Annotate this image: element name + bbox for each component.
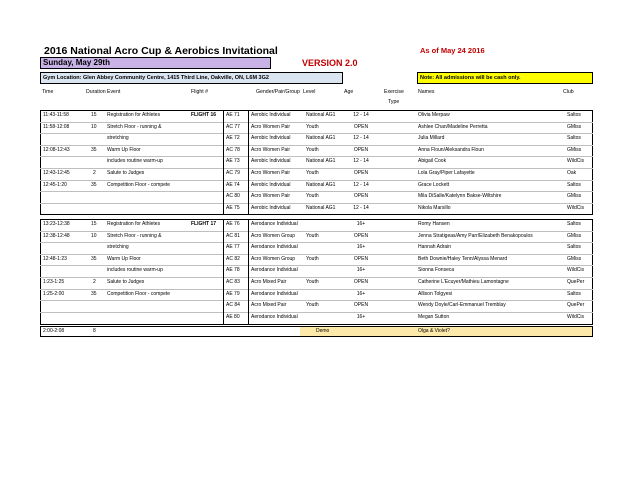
cell-event: stretching [107,135,129,142]
cell-code: AC 83 [226,279,240,285]
cell-age: OPEN [353,302,369,309]
cell-club: GMiss [567,232,582,239]
cell-names: Olivia Merpaw [418,112,450,118]
cell-level: Youth [306,146,319,153]
cell-age: OPEN [353,146,369,153]
cell-club: Saltos [567,135,581,142]
cell-level: Youth [306,232,319,239]
cell-club: Oak [567,170,577,176]
cell-age: OPEN [353,170,369,176]
as-of-date: As of May 24 2016 [420,46,485,55]
cell-gender: Acro Women Pair [251,170,291,176]
cell-club: WildCis [567,158,584,165]
col-event: Event [107,89,121,95]
demo-time: 2:00-2:08 [43,328,65,334]
cell-code: AC 77 [226,123,240,130]
cell-code: AC 81 [226,232,240,239]
cell-level: Youth [306,302,319,309]
cell-age: 16+ [356,290,366,297]
cell-names: Ashlee Chan/Madeline Perretta [418,123,488,130]
cell-duration: 35 [91,290,97,297]
cell-gender: Acro Women Pair [251,123,291,130]
cell-duration: 15 [91,221,97,227]
cell-club: GMiss [567,255,582,262]
cell-age: OPEN [353,255,369,262]
gym-location: Gym Location: Glen Abbey Community Centre, 1415 Third Line, Oakville, ON, L6M 3G2 [43,75,269,81]
cell-age: 16+ [356,267,366,274]
cell-code: AE 75 [226,204,240,211]
cell-duration: 35 [91,181,97,188]
cell-club: Saltos [567,112,581,118]
col-time: Time [42,89,54,95]
cell-code: AE 71 [226,112,240,118]
cell-event: includes routine warm-up [107,267,163,274]
col-exercise: Exercise [384,89,404,95]
cell-code: AE 73 [226,158,240,165]
column-divider [248,110,249,215]
cell-level: National AG1 [306,135,336,142]
cell-level: Youth [306,170,319,176]
cell-duration: 35 [91,255,97,262]
cell-names: Anna Floun/Aleksandra Floun [418,146,484,153]
cell-names: Mila DiSalle/Katelynn Bakse-Wiltshire [418,193,502,200]
cell-names: Grace Lockett [418,181,450,188]
cell-age: 12 - 14 [353,112,369,118]
column-divider [248,219,249,325]
cell-gender: Acro Women Pair [251,193,291,200]
row-divider [40,312,593,313]
cell-level: National AG1 [306,181,336,188]
cell-level: Youth [306,123,319,130]
cell-event: Registration for Athletes [107,221,161,227]
cell-gender: Aerodance Individual [251,313,298,320]
cell-club: GMiss [567,123,582,130]
cell-age: 12 - 14 [353,158,369,165]
cell-club: QuePer [567,302,585,309]
col-names: Names [418,89,435,95]
cell-age: OPEN [353,232,369,239]
demo-duration: 8 [93,328,96,334]
cell-gender: Aerobic Individual [251,112,291,118]
cell-code: AE 79 [226,290,240,297]
cell-gender: Aerobic Individual [251,181,291,188]
cell-gender: Acro Women Group [251,255,296,262]
cell-club: Saltos [567,221,581,227]
cell-event: Salute to Judges [107,279,145,285]
cell-club: Saltos [567,244,581,251]
col-club: Club [563,89,574,95]
cell-event: Warm Up Floor [107,255,141,262]
cell-time: 13:23-12:38 [43,221,70,227]
cell-time: 12:48-1:23 [43,255,67,262]
cell-level: Youth [306,255,319,262]
cell-age: OPEN [353,279,369,285]
cell-code: AE 77 [226,244,240,251]
cell-level: National AG1 [306,112,336,118]
cell-code: AC 79 [226,170,240,176]
cell-gender: Aerobic Individual [251,158,291,165]
cell-names: Julia Millard [418,135,445,142]
col-age: Age [344,89,354,95]
cell-gender: Aerodance Individual [251,290,298,297]
cell-code: AE 74 [226,181,240,188]
cell-names: Lola Gray/Piper Lafayette [418,170,475,176]
cell-names: Hannah Adrain [418,244,452,251]
cell-duration: 10 [91,232,97,239]
cell-level: National AG1 [306,158,336,165]
col-level: Level [303,89,316,95]
cell-duration: 2 [93,170,96,176]
cell-time: 12:45-1:20 [43,181,67,188]
cell-club: GMiss [567,146,582,153]
cell-names: Wendy Doyle/Carl-Emmanuel Tremblay [418,302,506,309]
cell-gender: Aerodance Individual [251,267,298,274]
cell-time: 11:43-11:58 [43,112,69,118]
cell-club: Saltos [567,181,581,188]
cell-flight: FLIGHT 17 [191,221,217,227]
cell-level: Youth [306,279,319,285]
cell-names: Megan Sutton [418,313,450,320]
cell-gender: Aerobic Individual [251,204,291,211]
cell-duration: 35 [91,146,97,153]
cell-event: Salute to Judges [107,170,145,176]
cell-names: Nikola Marsillo [418,204,451,211]
cell-age: 12 - 14 [353,181,369,188]
cell-age: 12 - 14 [353,204,369,211]
cell-code: AE 78 [226,267,240,274]
col-duration: Duration [86,89,106,95]
admission-note: Note: All admissions will be cash only. [420,75,521,81]
column-divider [223,219,224,325]
cell-duration: 10 [91,123,97,130]
demo-label: Demo [316,328,330,334]
cell-names: Catherine L'Ecuyer/Mathieu Lamontagne [418,279,509,285]
col-type: Type [388,99,400,105]
cell-names: Romy Hansen [418,221,450,227]
cell-event: Registration for Athletes [107,112,161,118]
cell-names: Allison Tolgyesi [418,290,453,297]
cell-names: Beth Downie/Haley Tenn/Alyssa Menard [418,255,508,262]
cell-event: Competition Floor - compete [107,290,171,297]
cell-club: WildCis [567,313,584,320]
cell-age: OPEN [353,123,369,130]
cell-gender: Aerobic Individual [251,135,291,142]
cell-duration: 2 [93,279,96,285]
cell-gender: Acro Women Group [251,232,296,239]
cell-names: Abigail Cook [418,158,447,165]
cell-code: AC 80 [226,193,240,200]
cell-gender: Aerodance Individual [251,244,298,251]
cell-event: Competition Floor - compete [107,181,171,188]
cell-gender: Acro Women Pair [251,146,291,153]
cell-flight: FLIGHT 16 [191,112,217,118]
cell-code: AE 72 [226,135,240,142]
page-title: 2016 National Acro Cup & Aerobics Invitational [44,45,278,57]
cell-event: includes routine warm-up [107,158,163,165]
cell-age: 16+ [356,313,366,320]
cell-time: 1:23-1:25 [43,279,65,285]
cell-event: Warm Up Floor [107,146,141,153]
cell-club: GMiss [567,193,582,200]
cell-age: OPEN [353,193,369,200]
cell-club: WildCis [567,204,584,211]
cell-event: stretching [107,244,129,251]
cell-code: AE 76 [226,221,240,227]
col-flight: Flight # [191,89,209,95]
cell-event: Stretch Floor - running & [107,123,162,130]
cell-code: AC 82 [226,255,240,262]
cell-level: National AG1 [306,204,336,211]
cell-event: Stretch Floor - running & [107,232,162,239]
cell-level: Youth [306,193,319,200]
cell-code: AC 78 [226,146,240,153]
cell-age: 16+ [356,221,366,227]
day-label: Sunday, May 29th [43,58,110,67]
cell-time: 12:08-12:43 [43,146,70,153]
cell-gender: Acro Mixed Pair [251,302,287,309]
version-label: VERSION 2.0 [302,58,358,68]
cell-names: Jenna Stratigeas/Amy Parr/Elizabeth Benakopoulos [418,232,533,239]
cell-time: 11:58-12:08 [43,123,70,130]
cell-club: Saltos [567,290,581,297]
cell-code: AC 84 [226,302,240,309]
cell-names: Sionna Fonseca [418,267,455,274]
cell-code: AE 80 [226,313,240,320]
cell-gender: Aerodance Individual [251,221,298,227]
cell-duration: 15 [91,112,97,118]
cell-club: WildCis [567,267,584,274]
column-divider [223,110,224,215]
demo-names: Olga & Violet? [418,328,450,334]
cell-age: 16+ [356,244,366,251]
cell-gender: Acro Mixed Pair [251,279,287,285]
cell-time: 12:43-12:45 [43,170,70,176]
col-gender: Gender/Pair/Group [256,89,300,95]
cell-age: 12 - 14 [353,135,369,142]
cell-time: 12:38-12:48 [43,232,70,239]
cell-time: 1:25-2:00 [43,290,65,297]
cell-club: QuePer [567,279,585,285]
